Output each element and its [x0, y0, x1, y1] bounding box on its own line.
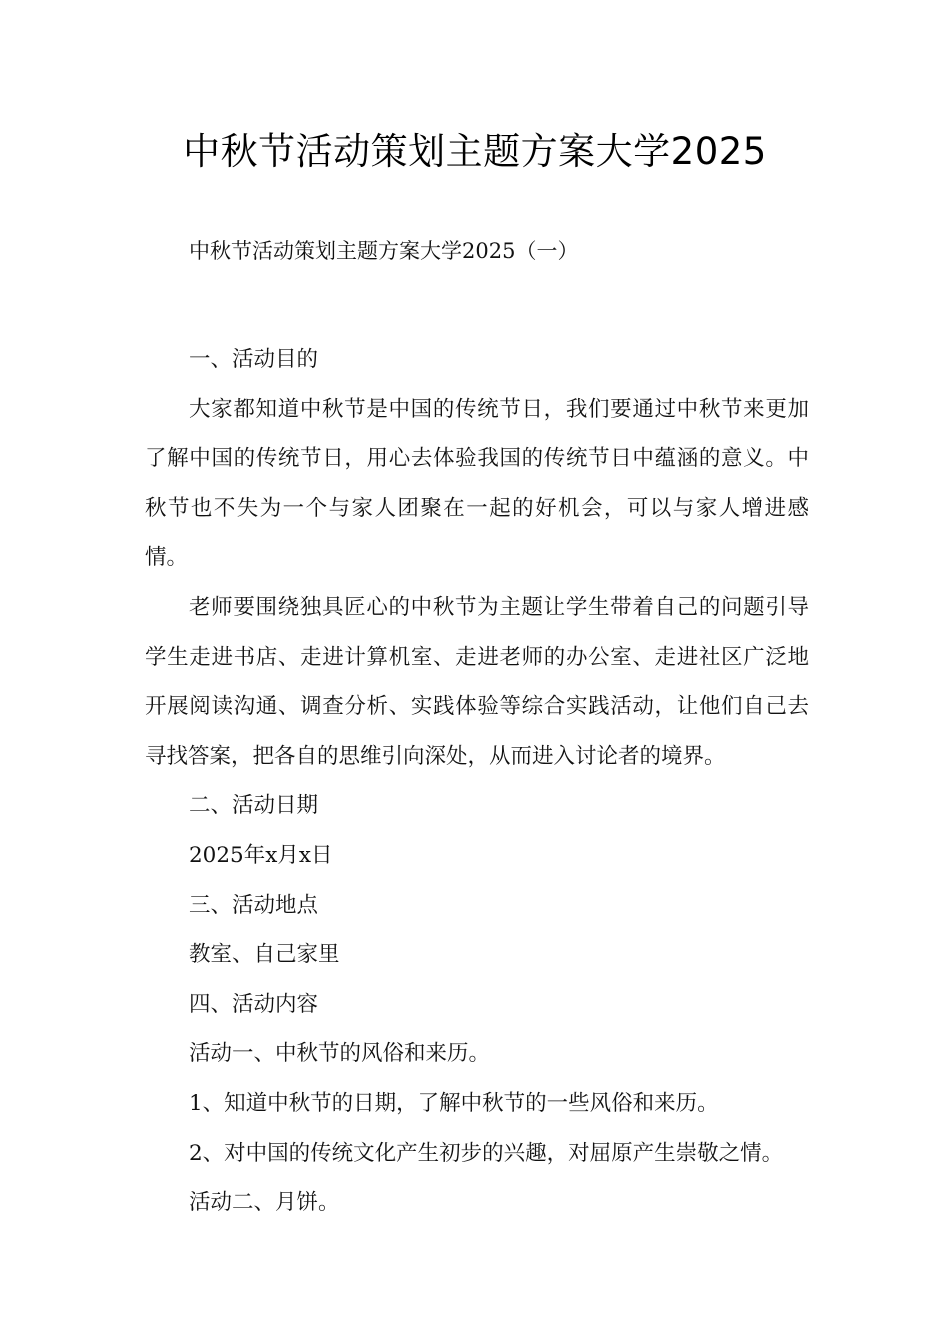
- list-item-1: 1、知道中秋节的日期，了解中秋节的一些风俗和来历。: [189, 1090, 719, 1116]
- document-body: [145, 335, 809, 1228]
- section-heading-date: 二、活动日期: [189, 793, 319, 819]
- list-item-2: 2、对中国的传统文化产生初步的兴趣，对屈原产生崇敬之情。: [189, 1140, 784, 1166]
- paragraph-location: 教室、自己家里: [189, 942, 340, 968]
- document-title: 中秋节活动策划主题方案大学2025: [183, 130, 767, 173]
- paragraph-date: 2025年x月x日: [189, 842, 333, 868]
- document-subtitle: 中秋节活动策划主题方案大学2025（一）: [189, 239, 579, 263]
- section-heading-content: 四、活动内容: [189, 991, 319, 1017]
- paragraph-purpose-2: 老师要围绕独具匠心的中秋节为主题让学生带着自己的问题引导学生走进书店、走进计算机室、走进老师的办公室、走进社区广泛地开展阅读沟通、调查分析、实践体验等综合实践活动，让他们自己去寻找答案，把各自的思维引向深处，从而进入讨论者的境界。: [145, 594, 809, 769]
- section-heading-location: 三、活动地点: [189, 892, 319, 918]
- paragraph-activity-1: 活动一、中秋节的风俗和来历。: [189, 1041, 491, 1067]
- section-heading-purpose: 一、活动目的: [189, 347, 319, 372]
- paragraph-activity-2: 活动二、月饼。: [189, 1190, 340, 1216]
- paragraph-purpose-1: 大家都知道中秋节是中国的传统节日，我们要通过中秋节来更加了解中国的传统节日，用心去体验我国的传统节日中蕴涵的意义。中秋节也不失为一个与家人团聚在一起的好机会，可以与家人增进感情。: [145, 396, 809, 571]
